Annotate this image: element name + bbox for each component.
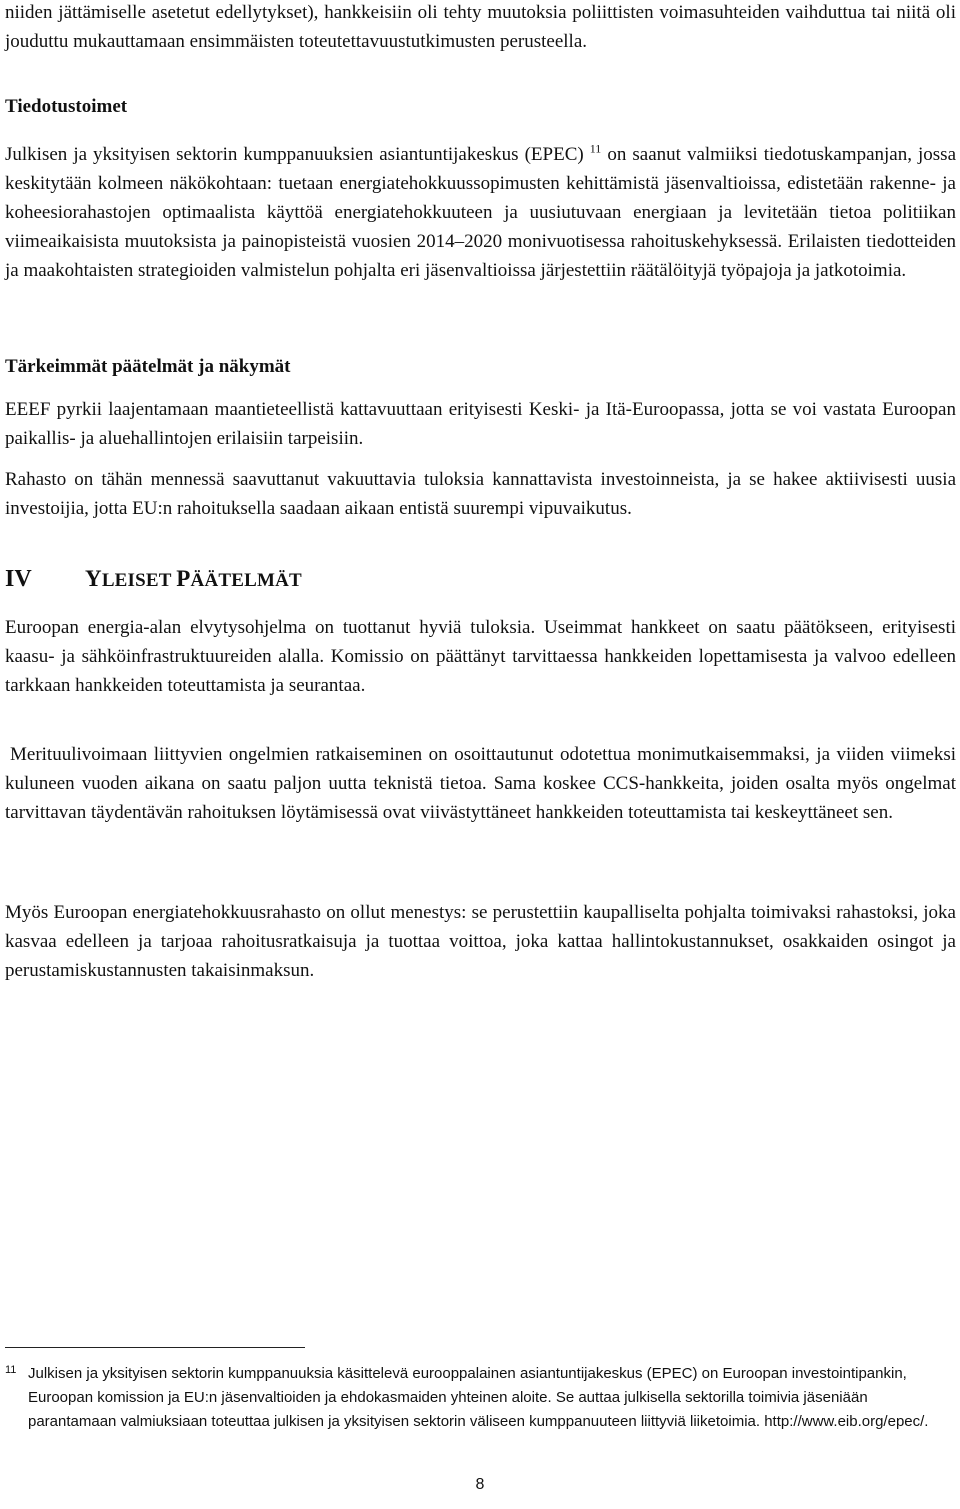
footnote [5, 1362, 950, 1434]
page-number: 8 [475, 1476, 485, 1493]
chapter-heading [5, 566, 302, 593]
section-heading-communication: Tiedotustoimet [5, 96, 128, 117]
findings-paragraph-2: Rahasto on tähän mennessä saavuttanut vakuuttavia tuloksia kannattavista investoinneista, ja se hakee aktiivisesti uusia investoijia, jotta EU:n rahoituksella saadaan aikaan entistä suurempi vipuvaikutus. [5, 469, 956, 519]
chapter-title: YLEISET PÄÄTELMÄT [85, 566, 302, 591]
footnote-mark: 11 [5, 1364, 17, 1376]
footnote-separator [5, 1347, 305, 1348]
conclusion-paragraph-2: Merituulivoimaan liittyvien ongelmien ratkaiseminen on osoittautunut odotettua monimutkaisemmaksi, ja viiden viimeksi kuluneen vuoden aikana on saatu paljon uutta teknistä tietoa. Sama koskee CCS-hankkeita, joiden osalta myös ongelmat tarvittavan täydentävän rahoituksen löytämisessä ovat viivästyttäneet hankkeiden toteuttamista tai keskeyttäneet sen. [5, 744, 956, 823]
footnote-text: Julkisen ja yksityisen sektorin kumppanuuksia käsittelevä eurooppalainen asiantuntijakeskus (EPEC) on Euroopan investointipankin, Euroopan komission ja EU:n jäsenvaltioiden ja ehdokasmaiden yhteinen aloite. Se auttaa julkisella sektorilla toimivia jäseniään parantamaan valmiuksiaan toteuttaa julkisen ja yksityisen sektorin väliseen kumppanuuteen liittyviä liiketoimia. http://www.eib.org/epec/. [28, 1365, 929, 1430]
findings-paragraph-1: EEEF pyrkii laajentamaan maantieteellistä kattavuuttaan erityisesti Keski- ja Itä-Euroopassa, jotta se voi vastata Euroopan paikallis- ja aluehallintojen erilaisiin tarpeisiin. [5, 399, 956, 449]
communication-text-end: on saanut valmiiksi tiedotuskampanjan, jossa keskitytään kolmeen näkökohtaan: tuetaan energiatehokkuussopimusten kehittämistä jäsenvaltioissa, edistetään rakenne- ja koheesiorahastojen optimaalista käyttöä energiatehokkuuteen ja uusiutuvaan energiaan ja levitetään tietoa politiikan viimeaikaisista muutoksista ja painopisteistä vuosien 2014–2020 monivuotisessa rahoituskehyksessä. Erilaisten tiedotteiden ja maakohtaisten strategioiden valmistelun pohjalta eri jäsenvaltioissa järjestettiin räätälöityjä työpajoja ja jatkotoimia. [5, 144, 957, 281]
conclusion-paragraph-3: Myös Euroopan energiatehokkuusrahasto on ollut menestys: se perustettiin kaupalliselta pohjalta toimivaksi rahastoksi, joka kasvaa edelleen ja tarjoaa rahoitusratkaisuja ja tuottaa voittoa, joka kattaa hallintokustannukset, osakkaiden osingot ja perustamiskustannusten takaisinmaksun. [5, 902, 956, 981]
section-heading-findings: Tärkeimmät päätelmät ja näkymät [5, 356, 291, 377]
footnote-reference[interactable]: 11 [589, 141, 602, 156]
continuation-paragraph: niiden jättämiselle asetetut edellytykset), hankkeisiin oli tehty muutoksia poliittisten voimasuhteiden vaihduttua tai niitä oli jouduttu mukauttamaan ensimmäisten toteutettavuustutkimusten perusteella. [5, 2, 956, 52]
communication-paragraph [5, 140, 956, 285]
chapter-number: IV [5, 566, 32, 592]
communication-text-start: Julkisen ja yksityisen sektorin kumppanuuksien asiantuntijakeskus (EPEC) [5, 144, 584, 165]
conclusion-paragraph-1: Euroopan energia-alan elvytysohjelma on tuottanut hyviä tuloksia. Useimmat hankkeet on saatu päätökseen, erityisesti kaasu- ja sähköinfrastruktuureiden alalla. Komissio on päättänyt tarvittaessa hankkeiden lopettamisesta ja valvoo edelleen tarkkaan hankkeiden toteuttamista ja seurantaa. [5, 617, 956, 696]
